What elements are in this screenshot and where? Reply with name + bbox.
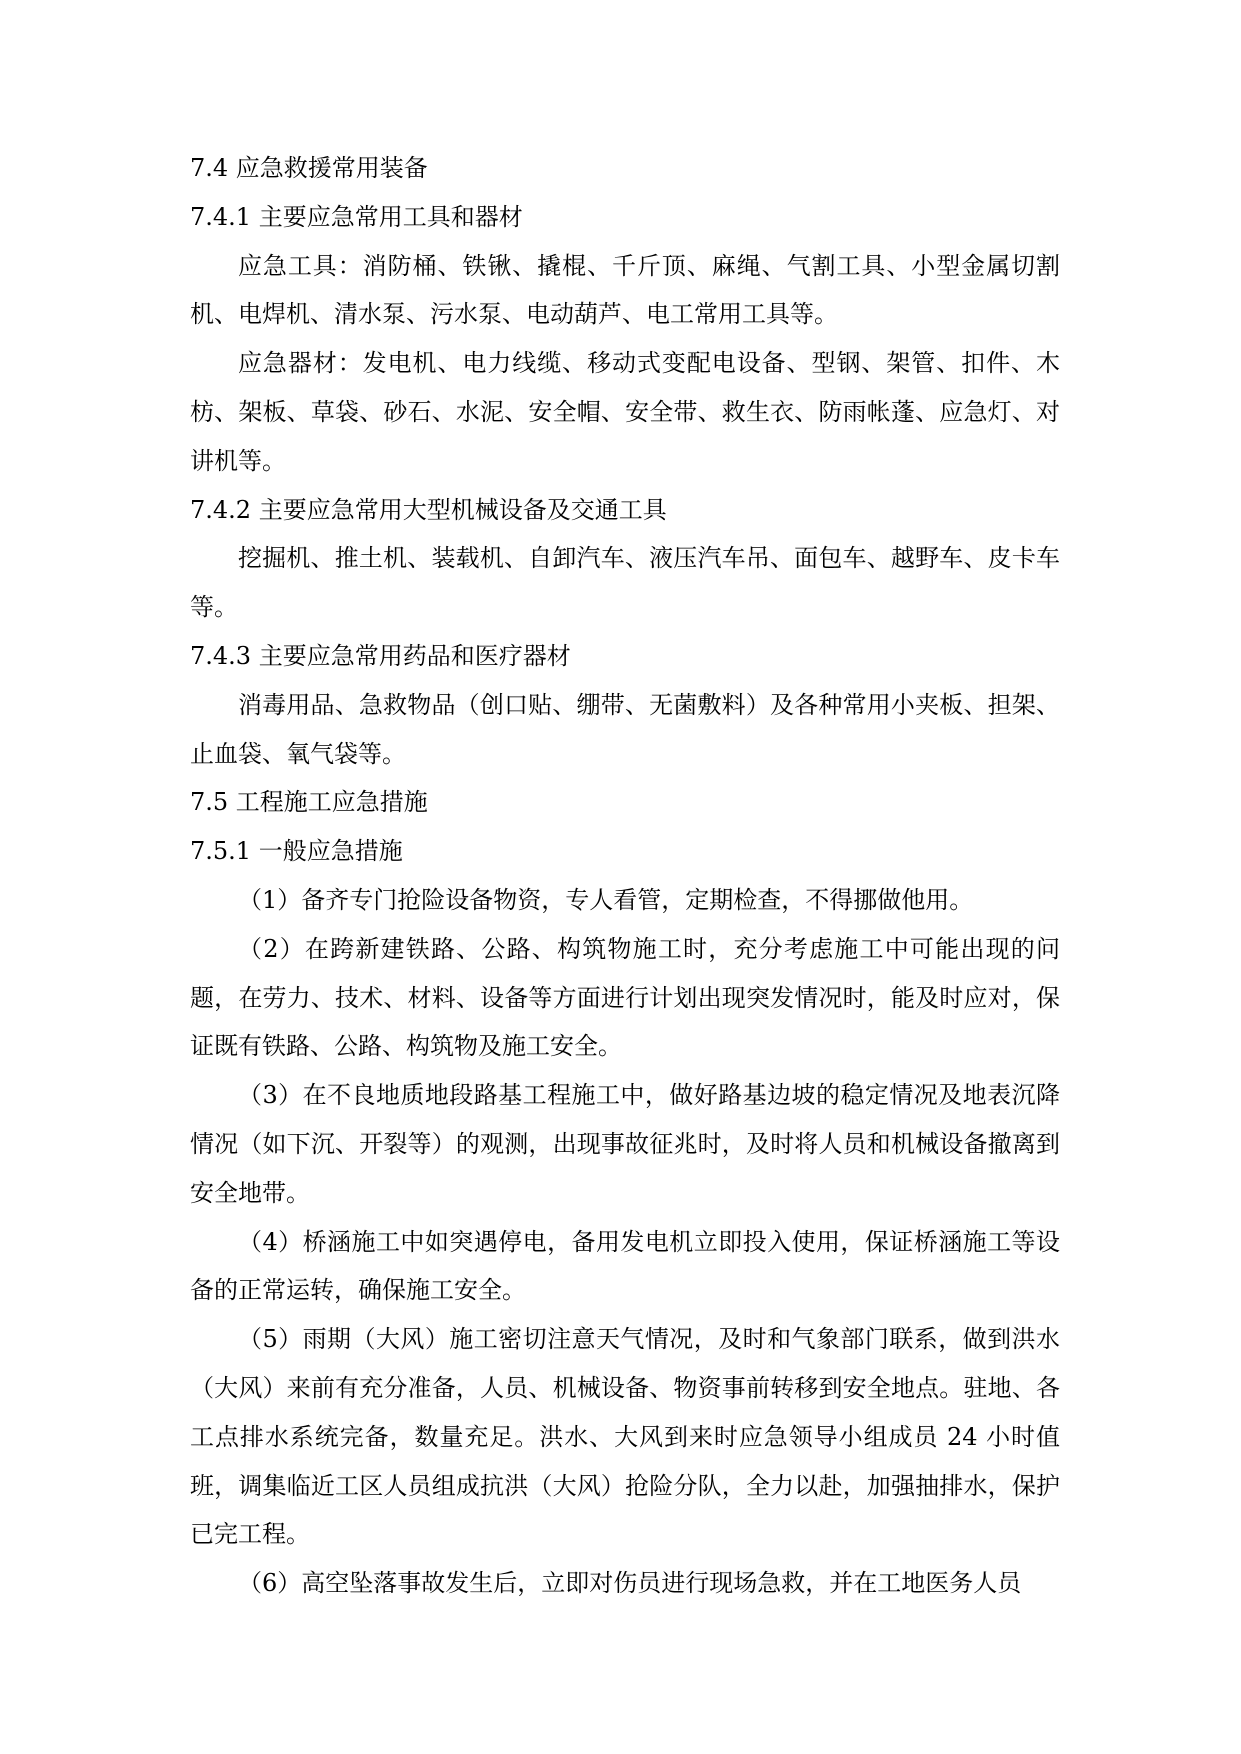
paragraph-emergency-materials: 应急器材：发电机、电力线缆、移动式变配电设备、型钢、架管、扣件、木枋、架板、草袋、砂石、水泥、安全帽、安全带、救生衣、防雨帐蓬、应急灯、对讲机等。 xyxy=(190,349,1060,475)
section-heading-7-5-1: 7.5.1 一般应急措施 xyxy=(190,837,403,866)
paragraph-measure-2: （2）在跨新建铁路、公路、构筑物施工时，充分考虑施工中可能出现的问题，在劳力、技术、材料、设备等方面进行计划出现突发情况时，能及时应对，保证既有铁路、公路、构筑物及施工安全。 xyxy=(190,934,1060,1061)
paragraph-measure-1: （1）备齐专门抢险设备物资，专人看管，定期检查，不得挪做他用。 xyxy=(238,885,974,914)
section-heading-7-5: 7.5 工程施工应急措施 xyxy=(190,788,428,817)
section-heading-7-4-3: 7.4.3 主要应急常用药品和医疗器材 xyxy=(190,641,571,670)
section-heading-7-4-2: 7.4.2 主要应急常用大型机械设备及交通工具 xyxy=(190,495,667,524)
paragraph-medical: 消毒用品、急救物品（创口贴、绷带、无菌敷料）及各种常用小夹板、担架、止血袋、氧气袋等。 xyxy=(190,690,1060,768)
section-heading-7-4: 7.4 应急救援常用装备 xyxy=(190,154,428,182)
paragraph-measure-6: （6）高空坠落事故发生后，立即对伤员进行现场急救，并在工地医务人员 xyxy=(238,1569,1022,1598)
paragraph-emergency-tools: 应急工具：消防桶、铁锹、撬棍、千斤顶、麻绳、气割工具、小型金属切割机、电焊机、清水泵、污水泵、电动葫芦、电工常用工具等。 xyxy=(190,251,1060,329)
paragraph-machinery: 挖掘机、推土机、装载机、自卸汽车、液压汽车吊、面包车、越野车、皮卡车等。 xyxy=(190,544,1060,622)
section-heading-7-4-1: 7.4.1 主要应急常用工具和器材 xyxy=(190,202,523,231)
paragraph-measure-4: （4）桥涵施工中如突遇停电，备用发电机立即投入使用，保证桥涵施工等设备的正常运转，确保施工安全。 xyxy=(190,1227,1060,1305)
paragraph-measure-3: （3）在不良地质地段路基工程施工中，做好路基边坡的稳定情况及地表沉降情况（如下沉、开裂等）的观测，出现事故征兆时，及时将人员和机械设备撤离到安全地带。 xyxy=(190,1081,1060,1207)
document-body xyxy=(190,144,1060,1608)
paragraph-measure-5: （5）雨期（大风）施工密切注意天气情况，及时和气象部门联系，做到洪水（大风）来前有充分准备，人员、机械设备、物资事前转移到安全地点。驻地、各工点排水系统完备，数量充足。洪水、大风到来时应急领导小组成员 24 小时值班，调集临近工区人员组成抗洪（大风）抢险分队，全力以赴，加强抽排水，保护已完工程。 xyxy=(190,1325,1060,1549)
